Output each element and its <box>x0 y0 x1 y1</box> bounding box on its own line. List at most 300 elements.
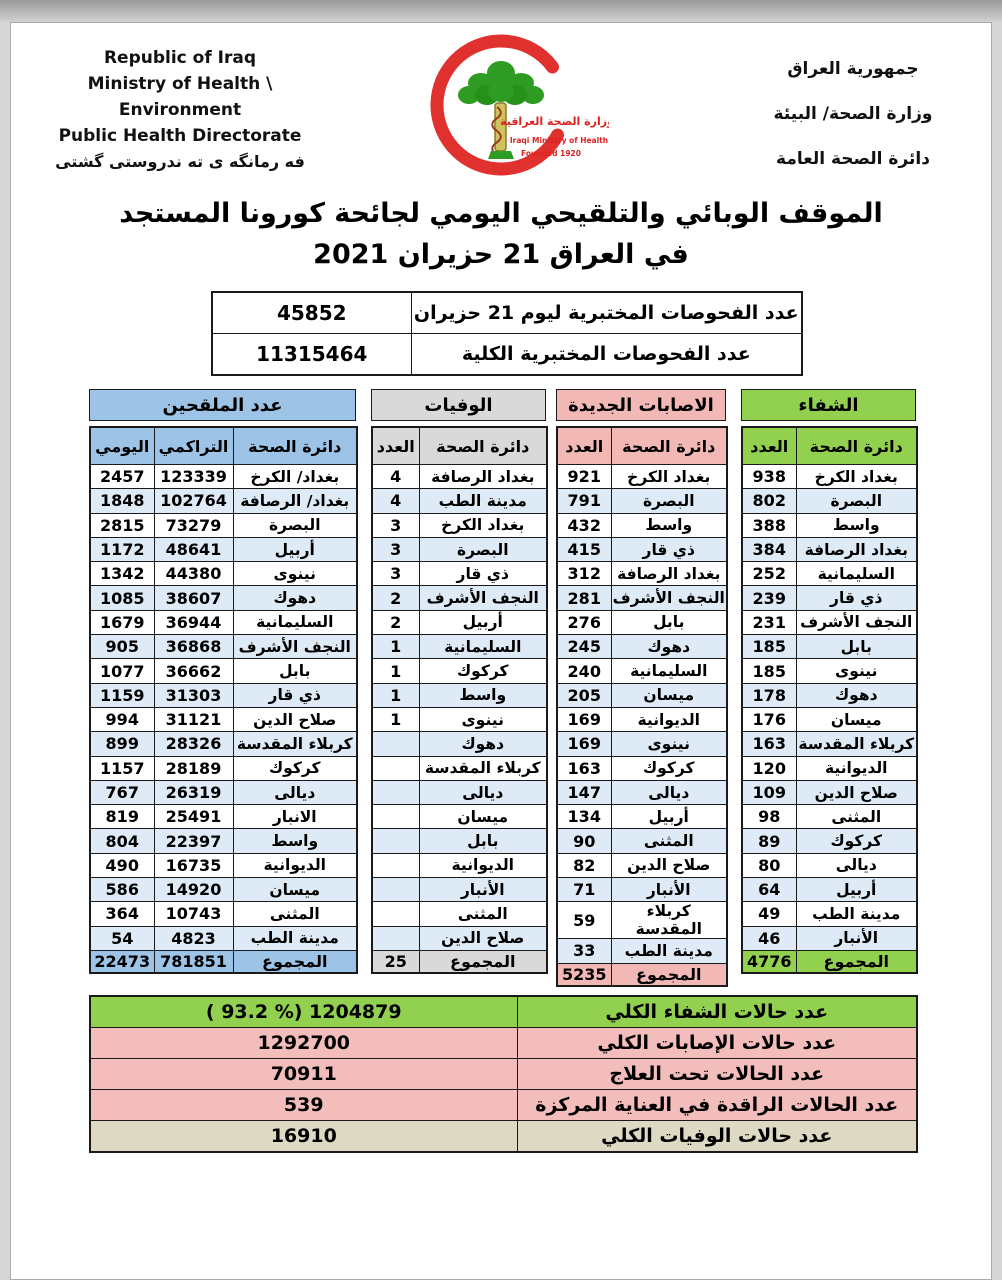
table-row <box>372 610 547 634</box>
cell-dept: ذي قار <box>233 683 357 707</box>
table-row <box>90 707 357 731</box>
cell-count: 185 <box>742 659 796 683</box>
report-paper <box>10 22 992 1280</box>
cell-daily: 1172 <box>90 537 154 561</box>
summary-label: عدد حالات الوفيات الكلي <box>517 1121 917 1153</box>
cell-daily: 819 <box>90 805 154 829</box>
cell-dept: ذي قار <box>796 586 917 610</box>
total-label: المجموع <box>796 950 917 973</box>
col-daily: اليومي <box>90 427 154 465</box>
cell-dept: الديوانية <box>233 853 357 877</box>
table-row <box>372 853 547 877</box>
table-row <box>90 950 357 973</box>
cell-count <box>372 805 419 829</box>
cell-dept: بغداد الكرخ <box>419 513 547 537</box>
cell-dept: مدينة الطب <box>419 489 547 513</box>
table-row <box>90 756 357 780</box>
cell-dept: صلاح الدين <box>419 926 547 950</box>
cell-dept: ديالى <box>611 780 727 804</box>
cell-count: 388 <box>742 513 796 537</box>
cell-daily: 767 <box>90 780 154 804</box>
cell-count: 98 <box>742 805 796 829</box>
cell-dept: بغداد الكرخ <box>611 465 727 489</box>
header-line-country-ar: جمهورية العراق <box>787 59 919 79</box>
cell-cumulative: 36868 <box>154 635 233 659</box>
cell-cumulative: 38607 <box>154 586 233 610</box>
table-row <box>90 586 357 610</box>
cell-dept: واسط <box>233 829 357 853</box>
new-cases-table <box>556 426 728 987</box>
summary-label: عدد حالات الشفاء الكلي <box>517 996 917 1028</box>
cell-dept: مدينة الطب <box>796 902 917 926</box>
cell-count <box>372 902 419 926</box>
cell-dept: صلاح الدين <box>611 853 727 877</box>
tests-total-label: عدد الفحوصات المختبرية الكلية <box>411 334 802 376</box>
table-row <box>557 853 727 877</box>
cell-dept: كركوك <box>611 756 727 780</box>
table-row <box>742 756 917 780</box>
table-row <box>372 732 547 756</box>
cell-count: 802 <box>742 489 796 513</box>
table-row <box>742 659 917 683</box>
cell-count: 4 <box>372 489 419 513</box>
cell-dept: أربيل <box>611 805 727 829</box>
summary-value: ( 93.2 %) 1204879 <box>90 996 517 1028</box>
table-row <box>90 996 917 1028</box>
cell-count: 3 <box>372 513 419 537</box>
cell-count: 163 <box>742 732 796 756</box>
cell-count: 2 <box>372 586 419 610</box>
cell-count: 90 <box>557 829 611 853</box>
cell-dept: المثنى <box>419 902 547 926</box>
cell-count: 4 <box>372 465 419 489</box>
cell-dept: المثنى <box>611 829 727 853</box>
cell-daily: 994 <box>90 707 154 731</box>
cell-cumulative: 22397 <box>154 829 233 853</box>
cell-dept: الديوانية <box>796 756 917 780</box>
cell-count <box>372 829 419 853</box>
cell-dept: الديوانية <box>611 707 727 731</box>
cell-count <box>372 756 419 780</box>
cell-count: 109 <box>742 780 796 804</box>
cell-count: 240 <box>557 659 611 683</box>
cell-dept: ميسان <box>419 805 547 829</box>
table-row <box>90 732 357 756</box>
table-row <box>90 926 357 950</box>
col-dept: دائرة الصحة <box>796 427 917 465</box>
cell-dept: نينوى <box>233 562 357 586</box>
cell-dept: واسط <box>796 513 917 537</box>
cell-count: 163 <box>557 756 611 780</box>
cell-count: 134 <box>557 805 611 829</box>
cell-dept: بابل <box>796 635 917 659</box>
table-row <box>372 756 547 780</box>
total-label: المجموع <box>419 950 547 973</box>
table-row <box>742 537 917 561</box>
cell-dept: السليمانية <box>233 610 357 634</box>
report-title <box>11 193 991 275</box>
table-row <box>372 537 547 561</box>
cell-dept: بغداد الكرخ <box>796 465 917 489</box>
cell-dept: ذي قار <box>611 537 727 561</box>
cell-daily: 1848 <box>90 489 154 513</box>
lab-tests-table <box>211 291 803 376</box>
cell-cumulative: 16735 <box>154 853 233 877</box>
cell-dept: النجف الأشرف <box>796 610 917 634</box>
table-row <box>742 780 917 804</box>
vaccinated-table-title: عدد الملقحين <box>89 389 356 421</box>
cell-daily: 490 <box>90 853 154 877</box>
summary-value: 539 <box>90 1090 517 1121</box>
table-row <box>742 465 917 489</box>
total-count: 25 <box>372 950 419 973</box>
table-header-row <box>742 427 917 465</box>
table-row <box>742 586 917 610</box>
cell-dept: نينوى <box>419 707 547 731</box>
col-cumulative: التراكمي <box>154 427 233 465</box>
cell-dept: النجف الأشرف <box>611 586 727 610</box>
cell-count: 1 <box>372 683 419 707</box>
table-row <box>557 829 727 853</box>
cell-count: 938 <box>742 465 796 489</box>
col-count: العدد <box>557 427 611 465</box>
col-count: العدد <box>742 427 796 465</box>
table-row <box>372 950 547 973</box>
table-row <box>90 465 357 489</box>
table-row <box>372 635 547 659</box>
cell-count: 33 <box>557 939 611 963</box>
table-row <box>372 683 547 707</box>
cell-dept: النجف الأشرف <box>419 586 547 610</box>
table-header-row <box>372 427 547 465</box>
table-row <box>742 732 917 756</box>
table-row <box>557 939 727 963</box>
table-row <box>372 489 547 513</box>
cell-cumulative: 31303 <box>154 683 233 707</box>
header-arabic-block <box>743 47 963 182</box>
cell-dept: بغداد/ الكرخ <box>233 465 357 489</box>
cell-count: 239 <box>742 586 796 610</box>
cell-count: 46 <box>742 926 796 950</box>
table-row <box>372 659 547 683</box>
cell-dept: البصرة <box>233 513 357 537</box>
cell-count: 432 <box>557 513 611 537</box>
table-row <box>557 610 727 634</box>
cell-count <box>372 853 419 877</box>
cell-cumulative: 14920 <box>154 878 233 902</box>
deaths-table <box>371 426 548 974</box>
logo-arabic-text: وزارة الصحة العراقية <box>500 115 609 128</box>
table-row <box>90 829 357 853</box>
cell-dept: واسط <box>419 683 547 707</box>
cell-count: 89 <box>742 829 796 853</box>
table-row <box>742 926 917 950</box>
summary-value: 70911 <box>90 1059 517 1090</box>
col-dept: دائرة الصحة <box>611 427 727 465</box>
cell-dept: بغداد الرصافة <box>796 537 917 561</box>
cell-count <box>372 732 419 756</box>
cell-count <box>372 926 419 950</box>
cell-dept: نينوى <box>611 732 727 756</box>
cell-dept: الأنبار <box>611 878 727 902</box>
cell-dept: بغداد/ الرصافة <box>233 489 357 513</box>
cell-count: 49 <box>742 902 796 926</box>
cell-cumulative: 25491 <box>154 805 233 829</box>
total-label: المجموع <box>611 963 727 986</box>
total-label: المجموع <box>233 950 357 973</box>
cell-dept: كركوك <box>419 659 547 683</box>
table-row <box>90 780 357 804</box>
summary-label: عدد الحالات تحت العلاج <box>517 1059 917 1090</box>
cell-cumulative: 26319 <box>154 780 233 804</box>
table-row <box>90 683 357 707</box>
table-row <box>372 780 547 804</box>
table-row <box>557 489 727 513</box>
table-row <box>742 489 917 513</box>
tests-total-value: 11315464 <box>212 334 411 376</box>
table-row <box>557 635 727 659</box>
cell-cumulative: 28326 <box>154 732 233 756</box>
cell-dept: مدينة الطب <box>233 926 357 950</box>
table-row <box>557 562 727 586</box>
table-row <box>742 683 917 707</box>
cell-daily: 905 <box>90 635 154 659</box>
cell-dept: ذي قار <box>419 562 547 586</box>
cell-dept: كربلاء المقدسة <box>233 732 357 756</box>
cell-dept: أربيل <box>233 537 357 561</box>
cell-daily: 804 <box>90 829 154 853</box>
cell-count: 312 <box>557 562 611 586</box>
total-daily: 22473 <box>90 950 154 973</box>
table-row <box>372 562 547 586</box>
cell-dept: كركوك <box>796 829 917 853</box>
cell-daily: 1077 <box>90 659 154 683</box>
cell-dept: أربيل <box>796 878 917 902</box>
cell-dept: كربلاء المقدسة <box>419 756 547 780</box>
table-row <box>557 805 727 829</box>
cell-dept: المثنى <box>233 902 357 926</box>
cell-dept: ميسان <box>233 878 357 902</box>
cell-dept: الأنبار <box>419 878 547 902</box>
cell-count: 245 <box>557 635 611 659</box>
summary-value: 1292700 <box>90 1028 517 1059</box>
table-row <box>557 513 727 537</box>
cell-dept: كربلاء المقدسة <box>796 732 917 756</box>
cell-dept: دهوك <box>796 683 917 707</box>
cell-count: 384 <box>742 537 796 561</box>
vaccinated-table <box>89 426 358 974</box>
cell-dept: الديوانية <box>419 853 547 877</box>
cell-dept: ميسان <box>796 707 917 731</box>
cell-dept: بابل <box>233 659 357 683</box>
cell-count: 80 <box>742 853 796 877</box>
cell-count: 176 <box>742 707 796 731</box>
table-row <box>742 950 917 973</box>
table-row <box>212 292 802 334</box>
cell-daily: 1679 <box>90 610 154 634</box>
summary-label: عدد الحالات الراقدة في العناية المركزة <box>517 1090 917 1121</box>
cell-dept: المثنى <box>796 805 917 829</box>
table-row <box>90 805 357 829</box>
cell-count: 276 <box>557 610 611 634</box>
cell-count: 169 <box>557 707 611 731</box>
table-row <box>557 963 727 986</box>
cell-cumulative: 28189 <box>154 756 233 780</box>
table-row <box>742 562 917 586</box>
table-row <box>372 707 547 731</box>
cell-dept: بغداد الرصافة <box>611 562 727 586</box>
cell-count: 185 <box>742 635 796 659</box>
cell-dept: مدينة الطب <box>611 939 727 963</box>
cell-daily: 1159 <box>90 683 154 707</box>
table-row <box>557 732 727 756</box>
recovered-table-title: الشفاء <box>741 389 916 421</box>
cell-count: 147 <box>557 780 611 804</box>
report-title-line2: في العراق 21 حزيران 2021 <box>313 239 689 270</box>
table-row <box>742 635 917 659</box>
cell-count: 415 <box>557 537 611 561</box>
tests-daily-value: 45852 <box>212 292 411 334</box>
table-row <box>742 805 917 829</box>
cell-cumulative: 73279 <box>154 513 233 537</box>
cell-dept: البصرة <box>796 489 917 513</box>
table-row <box>372 902 547 926</box>
cell-count: 791 <box>557 489 611 513</box>
report-title-line1: الموقف الوبائي والتلقيحي اليومي لجائحة كورونا المستجد <box>119 198 883 229</box>
cell-dept: بابل <box>419 829 547 853</box>
cell-count: 281 <box>557 586 611 610</box>
cell-dept: كربلاء المقدسة <box>611 902 727 939</box>
header-line-kurdish: فه رمانگه ى ته ندروستى گشتى <box>55 152 305 171</box>
cell-dept: النجف الأشرف <box>233 635 357 659</box>
table-row <box>557 780 727 804</box>
table-row <box>372 805 547 829</box>
logo-english-text: Iraqi Ministry of Health <box>509 136 609 145</box>
cell-dept: ديالى <box>419 780 547 804</box>
cell-dept: ميسان <box>611 683 727 707</box>
table-row <box>557 537 727 561</box>
cell-daily: 1342 <box>90 562 154 586</box>
table-row <box>742 513 917 537</box>
table-row <box>90 513 357 537</box>
cell-daily: 899 <box>90 732 154 756</box>
cell-dept: واسط <box>611 513 727 537</box>
table-row <box>90 1121 917 1153</box>
table-row <box>90 1090 917 1121</box>
col-count: العدد <box>372 427 419 465</box>
cell-dept: أربيل <box>419 610 547 634</box>
header-line-directorate-en: Public Health Directorate <box>58 126 302 146</box>
cell-dept: دهوك <box>233 586 357 610</box>
table-row <box>557 878 727 902</box>
cell-count: 3 <box>372 562 419 586</box>
table-row <box>372 878 547 902</box>
cell-dept: البصرة <box>611 489 727 513</box>
cell-dept: الانبار <box>233 805 357 829</box>
cell-dept: دهوك <box>611 635 727 659</box>
cell-count: 64 <box>742 878 796 902</box>
table-row <box>742 902 917 926</box>
table-row <box>90 562 357 586</box>
table-header-row <box>90 427 357 465</box>
cell-count: 169 <box>557 732 611 756</box>
header-line-ministry-en: Ministry of Health \ Environment <box>87 74 273 120</box>
new-cases-table-block <box>556 389 726 987</box>
table-row <box>372 829 547 853</box>
recovered-table-block <box>741 389 916 974</box>
cell-cumulative: 102764 <box>154 489 233 513</box>
cell-dept: الأنبار <box>796 926 917 950</box>
cell-count: 1 <box>372 707 419 731</box>
cell-daily: 54 <box>90 926 154 950</box>
cell-dept: السليمانية <box>796 562 917 586</box>
cell-count: 231 <box>742 610 796 634</box>
table-row <box>90 659 357 683</box>
total-cumulative: 781851 <box>154 950 233 973</box>
table-row <box>557 707 727 731</box>
col-dept: دائرة الصحة <box>419 427 547 465</box>
cell-daily: 1157 <box>90 756 154 780</box>
total-count: 5235 <box>557 963 611 986</box>
header-line-directorate-ar: دائرة الصحة العامة <box>776 149 930 169</box>
cell-cumulative: 4823 <box>154 926 233 950</box>
table-row <box>90 1028 917 1059</box>
cell-dept: البصرة <box>419 537 547 561</box>
cell-count: 921 <box>557 465 611 489</box>
table-row <box>372 586 547 610</box>
cell-cumulative: 44380 <box>154 562 233 586</box>
table-row <box>90 1059 917 1090</box>
cell-cumulative: 123339 <box>154 465 233 489</box>
table-row <box>90 489 357 513</box>
table-row <box>742 707 917 731</box>
cell-count: 71 <box>557 878 611 902</box>
cell-cumulative: 48641 <box>154 537 233 561</box>
table-row <box>212 334 802 376</box>
cell-cumulative: 36944 <box>154 610 233 634</box>
cell-dept: بابل <box>611 610 727 634</box>
header-english-block <box>29 45 331 175</box>
table-row <box>742 878 917 902</box>
table-row <box>742 829 917 853</box>
table-row <box>557 465 727 489</box>
cell-count <box>372 780 419 804</box>
deaths-table-title: الوفيات <box>371 389 546 421</box>
table-row <box>742 853 917 877</box>
cell-dept: كركوك <box>233 756 357 780</box>
scan-top-margin <box>0 0 1002 22</box>
cell-daily: 2457 <box>90 465 154 489</box>
table-row <box>557 586 727 610</box>
cell-dept: ديالى <box>233 780 357 804</box>
cell-count <box>372 878 419 902</box>
summary-label: عدد حالات الإصابات الكلي <box>517 1028 917 1059</box>
cell-count: 82 <box>557 853 611 877</box>
cell-count: 1 <box>372 635 419 659</box>
tests-daily-label: عدد الفحوصات المختبرية ليوم 21 حزيران <box>411 292 802 334</box>
cell-dept: السليمانية <box>611 659 727 683</box>
cell-count: 178 <box>742 683 796 707</box>
total-count: 4776 <box>742 950 796 973</box>
cell-dept: ديالى <box>796 853 917 877</box>
cell-cumulative: 31121 <box>154 707 233 731</box>
cell-count: 252 <box>742 562 796 586</box>
ministry-logo <box>413 25 609 185</box>
table-row <box>372 513 547 537</box>
cell-cumulative: 36662 <box>154 659 233 683</box>
cell-dept: صلاح الدين <box>796 780 917 804</box>
cell-dept: نينوى <box>796 659 917 683</box>
